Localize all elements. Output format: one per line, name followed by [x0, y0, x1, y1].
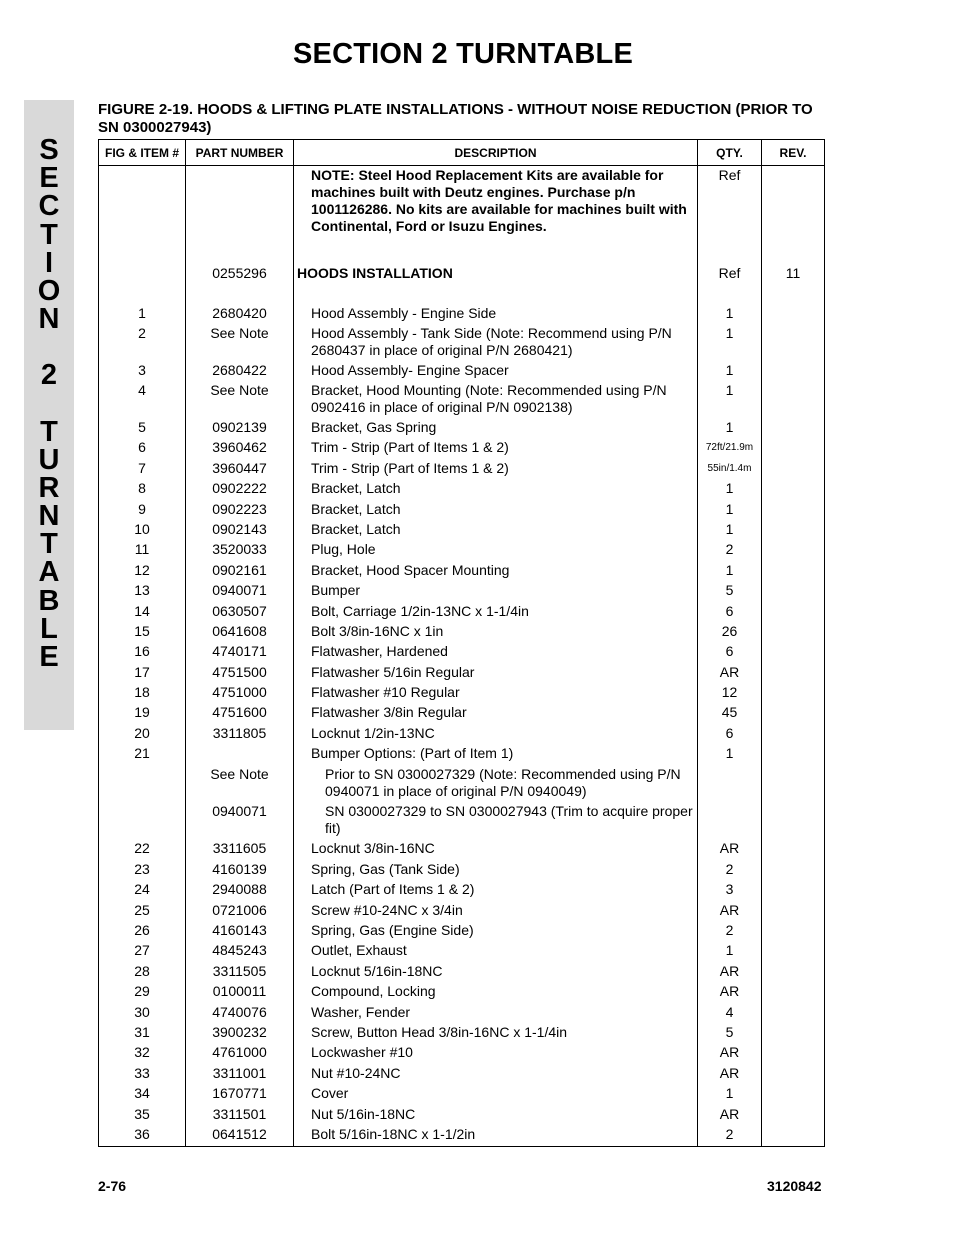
- cell-part-number: [186, 742, 294, 762]
- cell-qty: AR: [698, 837, 762, 857]
- cell-part-number: 0721006: [186, 898, 294, 918]
- table-row: [99, 558, 825, 578]
- cell-fig-item: 28: [99, 959, 186, 979]
- cell-rev: [762, 980, 825, 1000]
- cell-fig-item: 6: [99, 436, 186, 456]
- cell-fig-item: 12: [99, 558, 186, 578]
- cell-description: Hood Assembly - Engine Side: [294, 282, 698, 322]
- cell-description: Screw #10-24NC x 3/4in: [294, 898, 698, 918]
- cell-rev: [762, 579, 825, 599]
- cell-rev: [762, 456, 825, 476]
- cell-rev: [762, 558, 825, 578]
- cell-description: Spring, Gas (Engine Side): [294, 919, 698, 939]
- cell-rev: [762, 599, 825, 619]
- table-row: [99, 243, 825, 282]
- cell-fig-item: 31: [99, 1021, 186, 1041]
- cell-part-number: 4751500: [186, 660, 294, 680]
- cell-rev: [762, 436, 825, 456]
- table-row: [99, 1041, 825, 1061]
- cell-fig-item: 21: [99, 742, 186, 762]
- cell-fig-item: 7: [99, 456, 186, 476]
- cell-description: Latch (Part of Items 1 & 2): [294, 878, 698, 898]
- cell-qty: AR: [698, 1102, 762, 1122]
- table-row: [99, 837, 825, 857]
- header-rev: REV.: [762, 140, 825, 166]
- cell-part-number: [186, 166, 294, 244]
- cell-qty: 12: [698, 681, 762, 701]
- cell-qty: 1: [698, 558, 762, 578]
- cell-description: Nut #10-24NC: [294, 1061, 698, 1081]
- cell-description: Bracket, Latch: [294, 518, 698, 538]
- table-row: [99, 579, 825, 599]
- cell-part-number: 0902139: [186, 416, 294, 436]
- cell-part-number: 3311001: [186, 1061, 294, 1081]
- cell-part-number: See Note: [186, 322, 294, 359]
- cell-description: Lockwasher #10: [294, 1041, 698, 1061]
- cell-fig-item: 4: [99, 379, 186, 416]
- parts-table-body: [99, 166, 825, 1147]
- cell-description: Bracket, Gas Spring: [294, 416, 698, 436]
- cell-fig-item: 20: [99, 721, 186, 741]
- cell-qty: 1: [698, 497, 762, 517]
- table-row: [99, 701, 825, 721]
- cell-part-number: 0902223: [186, 497, 294, 517]
- table-row: [99, 1102, 825, 1122]
- cell-description: Bolt 5/16in-18NC x 1-1/2in: [294, 1123, 698, 1147]
- cell-fig-item: 16: [99, 640, 186, 660]
- cell-rev: [762, 1102, 825, 1122]
- cell-qty: AR: [698, 1041, 762, 1061]
- table-row: [99, 1000, 825, 1020]
- cell-description: SN 0300027329 to SN 0300027943 (Trim to acquire proper fit): [294, 800, 698, 837]
- cell-fig-item: 35: [99, 1102, 186, 1122]
- cell-rev: [762, 800, 825, 837]
- table-row: [99, 1061, 825, 1081]
- cell-part-number: 1670771: [186, 1082, 294, 1102]
- cell-rev: [762, 282, 825, 322]
- table-row: [99, 538, 825, 558]
- side-tab-letter: U: [38, 443, 60, 476]
- cell-qty: 1: [698, 477, 762, 497]
- side-tab-letter: L: [40, 612, 58, 645]
- cell-qty: AR: [698, 660, 762, 680]
- header-description: DESCRIPTION: [294, 140, 698, 166]
- cell-rev: [762, 416, 825, 436]
- cell-fig-item: 8: [99, 477, 186, 497]
- cell-part-number: 0902143: [186, 518, 294, 538]
- cell-qty: 1: [698, 1082, 762, 1102]
- side-tab-letter: E: [39, 641, 59, 673]
- cell-rev: [762, 379, 825, 416]
- cell-fig-item: 14: [99, 599, 186, 619]
- side-tab-letter: N: [38, 303, 60, 336]
- cell-rev: [762, 640, 825, 660]
- cell-part-number: See Note: [186, 762, 294, 799]
- cell-rev: [762, 359, 825, 379]
- cell-qty: [698, 762, 762, 799]
- cell-description: Hood Assembly- Engine Spacer: [294, 359, 698, 379]
- cell-description: Trim - Strip (Part of Items 1 & 2): [294, 436, 698, 456]
- cell-qty: 1: [698, 282, 762, 322]
- cell-fig-item: [99, 800, 186, 837]
- cell-part-number: 4751600: [186, 701, 294, 721]
- parts-table: [98, 139, 825, 1147]
- cell-fig-item: 11: [99, 538, 186, 558]
- cell-rev: [762, 959, 825, 979]
- cell-fig-item: 32: [99, 1041, 186, 1061]
- cell-part-number: 4845243: [186, 939, 294, 959]
- table-row: [99, 1082, 825, 1102]
- cell-part-number: 0641512: [186, 1123, 294, 1147]
- cell-qty: 2: [698, 919, 762, 939]
- cell-description: Washer, Fender: [294, 1000, 698, 1020]
- cell-fig-item: 22: [99, 837, 186, 857]
- table-row: [99, 477, 825, 497]
- cell-qty: 1: [698, 518, 762, 538]
- cell-rev: [762, 322, 825, 359]
- cell-fig-item: 24: [99, 878, 186, 898]
- cell-part-number: 4761000: [186, 1041, 294, 1061]
- table-row: [99, 980, 825, 1000]
- figure-title: FIGURE 2-19. HOODS & LIFTING PLATE INSTALLATIONS - WITHOUT NOISE REDUCTION (PRIOR TO SN 0300027943): [98, 101, 813, 136]
- cell-fig-item: 27: [99, 939, 186, 959]
- cell-description: Screw, Button Head 3/8in-16NC x 1-1/4in: [294, 1021, 698, 1041]
- cell-rev: [762, 1021, 825, 1041]
- cell-part-number: 0902161: [186, 558, 294, 578]
- side-tab-letter: I: [44, 246, 54, 279]
- cell-description: Flatwasher, Hardened: [294, 640, 698, 660]
- cell-fig-item: [99, 166, 186, 244]
- cell-description: Locknut 3/8in-16NC: [294, 837, 698, 857]
- cell-part-number: 3311805: [186, 721, 294, 741]
- cell-qty: 45: [698, 701, 762, 721]
- cell-rev: [762, 620, 825, 640]
- cell-rev: [762, 721, 825, 741]
- cell-part-number: 3960462: [186, 436, 294, 456]
- cell-description: Bolt 3/8in-16NC x 1in: [294, 620, 698, 640]
- side-tab-letter: N: [38, 500, 60, 533]
- cell-fig-item: 13: [99, 579, 186, 599]
- table-row: [99, 416, 825, 436]
- table-row: [99, 282, 825, 322]
- side-tab-letter: C: [38, 190, 60, 223]
- cell-part-number: 0940071: [186, 800, 294, 837]
- cell-qty: AR: [698, 959, 762, 979]
- cell-qty: 2: [698, 857, 762, 877]
- cell-qty: 1: [698, 939, 762, 959]
- cell-qty: 1: [698, 742, 762, 762]
- cell-part-number: 2940088: [186, 878, 294, 898]
- cell-part-number: 3311605: [186, 837, 294, 857]
- cell-rev: [762, 166, 825, 244]
- cell-rev: [762, 939, 825, 959]
- cell-rev: [762, 681, 825, 701]
- cell-fig-item: 23: [99, 857, 186, 877]
- cell-part-number: 0902222: [186, 477, 294, 497]
- cell-part-number: 3311505: [186, 959, 294, 979]
- cell-qty: 1: [698, 379, 762, 416]
- table-row: [99, 721, 825, 741]
- cell-part-number: 3311501: [186, 1102, 294, 1122]
- side-tab-letter: T: [40, 218, 58, 251]
- cell-part-number: 2680420: [186, 282, 294, 322]
- table-row: [99, 898, 825, 918]
- section-side-tab: [24, 100, 74, 730]
- cell-fig-item: 17: [99, 660, 186, 680]
- cell-fig-item: 5: [99, 416, 186, 436]
- side-tab-letter: O: [37, 274, 61, 307]
- cell-rev: [762, 1123, 825, 1147]
- table-row: [99, 436, 825, 456]
- cell-description: Bumper Options: (Part of Item 1): [294, 742, 698, 762]
- cell-description: NOTE: Steel Hood Replacement Kits are available for machines built with Deutz engines. Purchase p/n 1001126286. No kits are available for machines built with Continental, Ford or Isuzu Engines.: [294, 166, 698, 244]
- cell-description: Cover: [294, 1082, 698, 1102]
- cell-description: Bracket, Latch: [294, 497, 698, 517]
- cell-rev: [762, 477, 825, 497]
- cell-rev: [762, 701, 825, 721]
- side-tab-letter: B: [38, 584, 60, 617]
- cell-fig-item: 36: [99, 1123, 186, 1147]
- cell-rev: [762, 538, 825, 558]
- cell-qty: 6: [698, 640, 762, 660]
- header-fig-item: FIG & ITEM #: [99, 140, 186, 166]
- cell-qty: 1: [698, 359, 762, 379]
- cell-rev: [762, 857, 825, 877]
- cell-fig-item: 2: [99, 322, 186, 359]
- cell-part-number: 0100011: [186, 980, 294, 1000]
- side-tab-letter: A: [38, 556, 60, 589]
- cell-qty: AR: [698, 1061, 762, 1081]
- side-tab-letter: R: [38, 471, 60, 504]
- table-row: [99, 379, 825, 416]
- cell-description: Locknut 1/2in-13NC: [294, 721, 698, 741]
- cell-part-number: 2680422: [186, 359, 294, 379]
- cell-rev: [762, 1082, 825, 1102]
- header-part-number: PART NUMBER: [186, 140, 294, 166]
- cell-description: Plug, Hole: [294, 538, 698, 558]
- table-row: [99, 640, 825, 660]
- cell-fig-item: 33: [99, 1061, 186, 1081]
- cell-qty: 1: [698, 416, 762, 436]
- cell-fig-item: 30: [99, 1000, 186, 1020]
- side-tab-letters: [24, 136, 74, 671]
- cell-qty: 6: [698, 721, 762, 741]
- cell-rev: [762, 660, 825, 680]
- table-row: [99, 959, 825, 979]
- cell-description: Prior to SN 0300027329 (Note: Recommended using P/N 0940071 in place of original P/N 0940049): [294, 762, 698, 799]
- cell-part-number: 0255296: [186, 243, 294, 282]
- table-row: [99, 620, 825, 640]
- cell-description: Bracket, Hood Spacer Mounting: [294, 558, 698, 578]
- cell-fig-item: 34: [99, 1082, 186, 1102]
- table-row: [99, 599, 825, 619]
- cell-qty: 55in/1.4m: [698, 456, 762, 476]
- cell-fig-item: 3: [99, 359, 186, 379]
- cell-description: Flatwasher 5/16in Regular: [294, 660, 698, 680]
- cell-qty: 2: [698, 538, 762, 558]
- cell-fig-item: 29: [99, 980, 186, 1000]
- cell-part-number: 4160139: [186, 857, 294, 877]
- table-row: [99, 660, 825, 680]
- table-row: [99, 518, 825, 538]
- cell-rev: [762, 898, 825, 918]
- cell-rev: [762, 1000, 825, 1020]
- cell-fig-item: 25: [99, 898, 186, 918]
- side-tab-letter: T: [40, 528, 58, 561]
- cell-rev: [762, 1061, 825, 1081]
- table-row: [99, 322, 825, 359]
- cell-part-number: 4740171: [186, 640, 294, 660]
- cell-part-number: 0940071: [186, 579, 294, 599]
- table-row: [99, 359, 825, 379]
- cell-qty: 72ft/21.9m: [698, 436, 762, 456]
- cell-part-number: 4751000: [186, 681, 294, 701]
- cell-fig-item: 10: [99, 518, 186, 538]
- cell-description: Flatwasher #10 Regular: [294, 681, 698, 701]
- cell-part-number: 4740076: [186, 1000, 294, 1020]
- cell-description: Bracket, Hood Mounting (Note: Recommended using P/N 0902416 in place of original P/N 0902138): [294, 379, 698, 416]
- side-tab-letter: S: [39, 134, 59, 166]
- table-row: [99, 878, 825, 898]
- side-tab-letter: E: [39, 162, 59, 195]
- table-row: [99, 857, 825, 877]
- cell-fig-item: [99, 243, 186, 282]
- cell-description: Bracket, Latch: [294, 477, 698, 497]
- cell-qty: AR: [698, 898, 762, 918]
- table-row: [99, 762, 825, 799]
- cell-qty: AR: [698, 980, 762, 1000]
- cell-description: Hood Assembly - Tank Side (Note: Recommend using P/N 2680437 in place of original P/N 2680421): [294, 322, 698, 359]
- cell-part-number: 3520033: [186, 538, 294, 558]
- table-row: [99, 1123, 825, 1147]
- cell-rev: [762, 878, 825, 898]
- cell-description: Spring, Gas (Tank Side): [294, 857, 698, 877]
- table-row: [99, 681, 825, 701]
- table-row: [99, 1021, 825, 1041]
- cell-description: Trim - Strip (Part of Items 1 & 2): [294, 456, 698, 476]
- cell-fig-item: 19: [99, 701, 186, 721]
- cell-rev: [762, 518, 825, 538]
- cell-fig-item: 15: [99, 620, 186, 640]
- cell-description: Flatwasher 3/8in Regular: [294, 701, 698, 721]
- cell-description: HOODS INSTALLATION: [294, 243, 698, 282]
- header-qty: QTY.: [698, 140, 762, 166]
- cell-rev: [762, 837, 825, 857]
- cell-fig-item: 18: [99, 681, 186, 701]
- cell-rev: [762, 919, 825, 939]
- side-tab-letter: T: [40, 415, 58, 448]
- cell-fig-item: [99, 762, 186, 799]
- cell-part-number: 4160143: [186, 919, 294, 939]
- cell-part-number: 3960447: [186, 456, 294, 476]
- table-row: [99, 742, 825, 762]
- cell-qty: 5: [698, 579, 762, 599]
- cell-fig-item: 9: [99, 497, 186, 517]
- section-title: SECTION 2 TURNTABLE: [293, 38, 633, 70]
- cell-description: Bumper: [294, 579, 698, 599]
- cell-qty: 3: [698, 878, 762, 898]
- cell-rev: [762, 762, 825, 799]
- cell-part-number: 0641608: [186, 620, 294, 640]
- table-row: [99, 919, 825, 939]
- side-tab-letter: 2: [40, 359, 58, 392]
- cell-qty: Ref: [698, 243, 762, 282]
- document-number: 3120842: [767, 1178, 822, 1194]
- cell-fig-item: 1: [99, 282, 186, 322]
- cell-rev: 11: [762, 243, 825, 282]
- table-row: [99, 456, 825, 476]
- cell-qty: 1: [698, 322, 762, 359]
- cell-qty: [698, 800, 762, 837]
- cell-qty: 4: [698, 1000, 762, 1020]
- cell-rev: [762, 1041, 825, 1061]
- cell-qty: 2: [698, 1123, 762, 1147]
- cell-description: Outlet, Exhaust: [294, 939, 698, 959]
- table-row: [99, 166, 825, 244]
- cell-qty: Ref: [698, 166, 762, 244]
- cell-description: Locknut 5/16in-18NC: [294, 959, 698, 979]
- cell-description: Nut 5/16in-18NC: [294, 1102, 698, 1122]
- cell-part-number: See Note: [186, 379, 294, 416]
- cell-qty: 5: [698, 1021, 762, 1041]
- cell-rev: [762, 742, 825, 762]
- cell-qty: 26: [698, 620, 762, 640]
- cell-part-number: 3900232: [186, 1021, 294, 1041]
- cell-fig-item: 26: [99, 919, 186, 939]
- table-row: [99, 497, 825, 517]
- parts-table-header: [99, 140, 825, 166]
- page-number: 2-76: [98, 1178, 127, 1194]
- cell-description: Compound, Locking: [294, 980, 698, 1000]
- table-row: [99, 800, 825, 837]
- cell-qty: 6: [698, 599, 762, 619]
- table-row: [99, 939, 825, 959]
- cell-rev: [762, 497, 825, 517]
- cell-part-number: 0630507: [186, 599, 294, 619]
- cell-description: Bolt, Carriage 1/2in-13NC x 1-1/4in: [294, 599, 698, 619]
